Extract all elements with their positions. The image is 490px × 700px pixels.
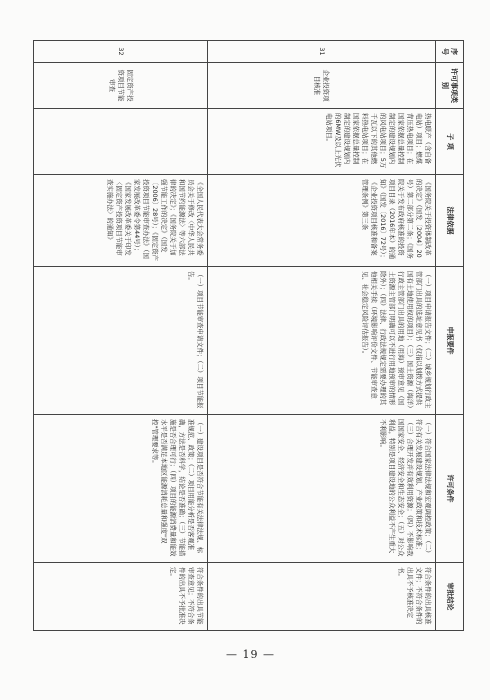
row-materials: （一）项目申请报告文件；（二）城乡规划行政主管部门出具的选址意见书（仅指以划拨方式提供国有土地使用权的项目）；（三）国土资源（海洋）行政主管部门出具的用地（用海）预审意见（国土资源主管部门明确可以不进行用地预审的情形除外）；（四）法律、行政法规规定需要办理的其他相关手续（环境影响评价文件、节能审查意见、社会稳定风险评估报告）。 bbox=[208, 267, 436, 415]
rotated-table-frame bbox=[34, 40, 464, 630]
approval-table bbox=[33, 40, 464, 631]
row-category: 企业投资项目核准 bbox=[208, 63, 436, 109]
row-conclusion: 符合条件的出具节能审查意见；不符合条件的出具不予批准决定。 bbox=[34, 563, 208, 631]
table-row bbox=[34, 41, 208, 631]
page-number: — 19 — bbox=[226, 648, 275, 661]
row-basis: 《全国人民代表大会常务委员会关于修改〈中华人民共和国节约能源法〉等六部法律的决定》；《国务院关于加强节能工作的决定》（国发〔2006〕28号）；《固定资产投资项目节能审查办法》（国家发展改革委令第44号）；《国家发展改革委关于印发〈固定资产投资项目节能审查实施办法〉的通知》 bbox=[34, 175, 208, 267]
row-seq: 32 bbox=[34, 41, 208, 63]
header-conditions: 许可条件 bbox=[436, 415, 464, 563]
row-seq: 31 bbox=[208, 41, 436, 63]
row-subitem bbox=[34, 109, 208, 175]
row-materials: （一）项目节能审查申请文件；（二）项目节能报告。 bbox=[34, 267, 208, 415]
header-materials: 申报要件 bbox=[436, 267, 464, 415]
row-subitem: 热电联产（含自备电站）项目；燃煤背压热电项目；在国家依据总量控制制定的建设规划内的风电站项目；5万千瓦以下的其他燃料热电站项目；在国家依据总量控制制定的建设规划内的6MW及以上光伏电站项目。 bbox=[208, 109, 436, 175]
table-header-row bbox=[436, 41, 464, 631]
header-subitem: 子 项 bbox=[436, 109, 464, 175]
table-row bbox=[208, 41, 436, 631]
header-category: 许可事项类别 bbox=[436, 63, 464, 109]
row-conditions: （一）符合国家法律法规和宏观调控政策；（二）符合有关发展建设规划、产业政策和技术标准；（三）合理开发并有效利用资源；（四）不影响我国国家安全、经济安全和生态安全；（五）对公众利益，特别是项目建设地的公众利益不产生重大不利影响。 bbox=[208, 415, 436, 563]
rotated-table-wrapper bbox=[34, 40, 464, 630]
row-category: 固定资产投资项目节能审查 bbox=[34, 63, 208, 109]
header-seq: 序号 bbox=[436, 41, 464, 63]
row-basis: 《国务院关于投资体制改革的决定》（国发〔2004〕20号）第二部分第二条；《国务院关于发布政府核准的投资项目目录（2016年本）的通知》（国发〔2016〕72号）；《企业投资项目核准和备案管理条例》第三条 bbox=[208, 175, 436, 267]
row-conclusion: 符合条件的出具核准文件；不符合条件的出具不予核准决定书。 bbox=[208, 563, 436, 631]
header-conclusion: 审批结论 bbox=[436, 563, 464, 631]
header-basis: 法律依据 bbox=[436, 175, 464, 267]
row-conditions: （一）建设项目是否符合节能有关法律法规、标准规范、政策；（二）项目用能分析是否客观准确，方法是否科学，结论是否准确；（三）节能措施是否合理可行；（四）项目的能源消费量和能效水平是否满足本地区能源消耗总量和强度"双控"管理要求等。 bbox=[34, 415, 208, 563]
